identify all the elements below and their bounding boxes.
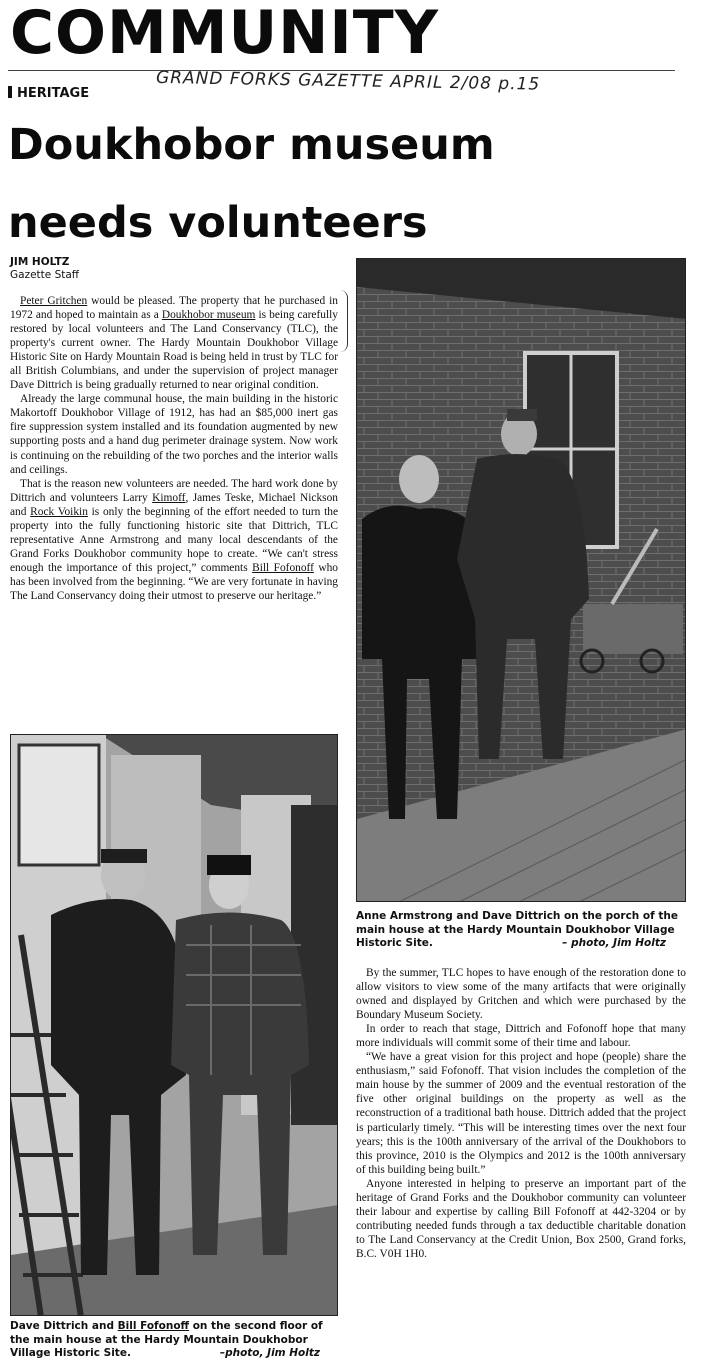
section-bar-icon <box>8 86 12 98</box>
margin-bracket-mark <box>338 290 348 352</box>
underlined-name: Bill Fofonoff <box>117 1320 190 1332</box>
paragraph-7: Anyone interested in helping to preserve an important part of the heritage of Grand Forks and the Doukhobor community can volunteer their labour and expertise by calling Bill Fofonoff at 442-3204 or by contributing needed funds through a tax deductible charitable donation to The Land Conservancy at the Credit Union, Box 2500, Grand forks, B.C. V0H 1H0. <box>356 1177 686 1260</box>
underlined-museum: Doukhobor museum <box>161 309 256 322</box>
section-label <box>8 86 89 101</box>
caption-text: on the second floor of the main house at the Hardy Mountain Doukhobor Village Historic Site. <box>10 1320 323 1360</box>
section-masthead: COMMUNITY <box>10 0 440 68</box>
article-column-right <box>356 966 686 1261</box>
section-label-text: HERITAGE <box>17 86 90 101</box>
underlined-name: Rock Voikin <box>30 505 88 518</box>
photo-credit: – photo, Jim Holtz <box>562 937 666 950</box>
caption-text: Anne Armstrong and Dave Dittrich on the porch of the main house at the Hardy Mountain Doukhobor Village Historic Site. <box>356 910 678 950</box>
paragraph-4: By the summer, TLC hopes to have enough of the restoration done to allow visitors to view some of the many artifacts that were originally owned and displayed by Gritchen and which were purchased by the Boundary Museum Society. <box>356 967 686 1022</box>
paragraph-1 <box>10 294 338 392</box>
paragraph-text: , James Teske, Michael Nickson and <box>10 491 338 518</box>
paragraph-3 <box>10 477 338 603</box>
second-floor-photo-image <box>11 735 338 1316</box>
porch-photo-caption <box>356 910 686 951</box>
paragraph-5: In order to reach that stage, Dittrich and Fofonoff hope that many more individuals will commit some of their time and labour. <box>356 1023 686 1050</box>
paragraph-text: would be pleased. The property that he purchased in 1972 and hoped to maintain as a <box>10 295 338 322</box>
photo-credit: –photo, Jim Holtz <box>219 1347 320 1360</box>
paragraph-text: who has been involved from the beginning. “We are very fortunate in having The Land Conservancy doing their utmost to preserve our heritage.” <box>10 561 338 602</box>
article-column-left <box>10 294 338 603</box>
headline <box>8 106 688 262</box>
headline-line-2: needs volunteers <box>8 198 428 248</box>
paragraph-2: Already the large communal house, the main building in the historic Makortoff Doukhobor Village of 1912, has had an $85,000 inert gas fire suppression system installed and its foundation augmented by new supporting posts and a hand dug perimeter drainage system. Now work is continuing on the rebuilding of the two porches and the interior walls and ceilings. <box>10 393 338 476</box>
byline-name: JIM HOLTZ <box>10 256 70 268</box>
headline-line-1: Doukhobor museum <box>8 120 495 170</box>
paragraph-text: is being carefully restored by local volunteers and The Land Conservancy (TLC), the property's current owner. The Hardy Mountain Doukhobor Village Historic Site on Hardy Mountain Road is being held in trust by TLC for all British Columbians, and under the supervision of project manager Dave Dittrich is being gradually returned to near original condition. <box>10 309 338 392</box>
second-floor-photo <box>10 734 338 1316</box>
underlined-name: Bill Fofonoff <box>252 561 314 574</box>
handwritten-source-note: GRAND FORKS GAZETTE APRIL 2/08 p.15 <box>155 67 541 95</box>
caption-text: Dave Dittrich and <box>10 1320 118 1332</box>
paragraph-6: “We have a great vision for this project and hope (people) share the enthusiasm,” said Fofonoff. That vision includes the completion of the main house by the summer of 2009 and the eventual restoration of the five other original buildings on the property as well as the reconstruction of a traditional bath house. Dittrich added that the project is particularly timely. “This will be interesting times over the next four years; this is the 100th anniversary of the arrival of the Doukhobors to this province, 2010 is the Olympics and 2012 is the 100th anniversary of this building being built.” <box>356 1051 686 1176</box>
byline-role: Gazette Staff <box>10 269 80 281</box>
paragraph-text: That is the reason new volunteers are needed. The hard work done by Dittrich and volunteers Larry <box>10 477 338 504</box>
second-floor-photo-caption <box>10 1320 340 1361</box>
porch-photo-image <box>357 259 686 902</box>
underlined-name: Kimoff <box>152 491 186 504</box>
underlined-name: Peter Gritchen <box>20 295 88 307</box>
byline <box>10 256 79 281</box>
porch-photo <box>356 258 686 902</box>
paragraph-text: is only the beginning of the effort needed to turn the property into the fully functioning historic site that Dittrich, TLC representative Anne Armstrong and many local descendants of the Grand Forks Doukhobor community hope to create. “We can't stress enough the importance of this project,” comments <box>10 505 338 574</box>
